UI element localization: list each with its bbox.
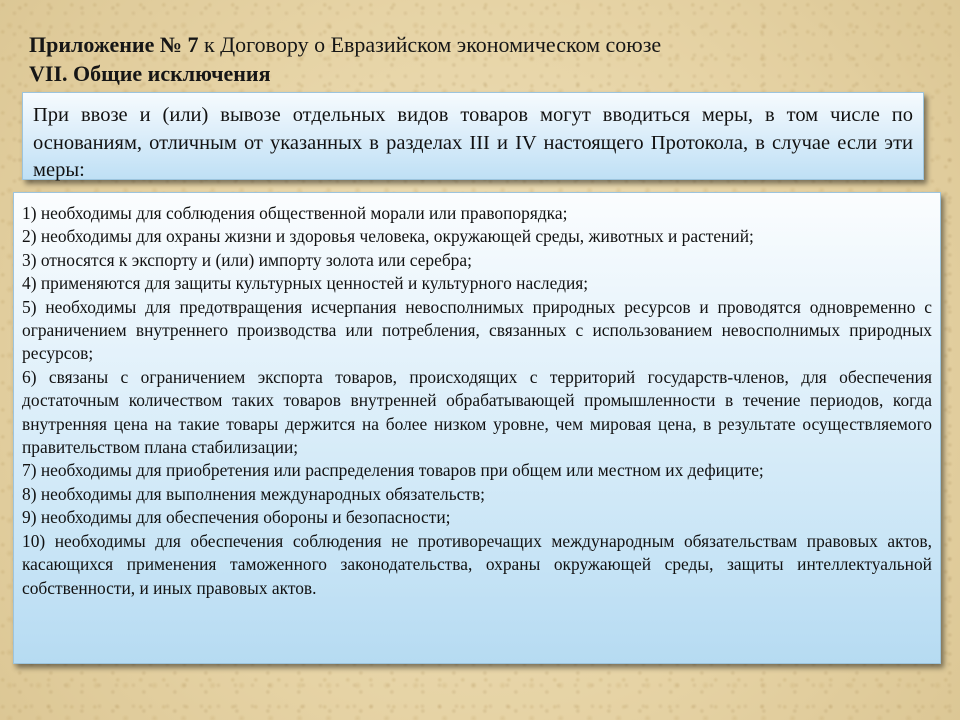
- section-title-text: VII. Общие исключения: [29, 61, 271, 86]
- list-item: 10) необходимы для обеспечения соблюдения не противоречащих международным обязательствам правовых актов, касающихся применения таможенного законодательства, охраны окружающей среды, защиты интеллектуальной собственности, и иных правовых актов.: [22, 530, 932, 598]
- annex-number: Приложение № 7: [29, 32, 199, 57]
- list-item: 8) необходимы для выполнения международных обязательств;: [22, 483, 485, 504]
- intro-box: [22, 92, 924, 180]
- exceptions-list-box: [13, 192, 941, 664]
- list-item: 3) относятся к экспорту и (или) импорту золота или серебра;: [22, 249, 472, 270]
- list-item: 9) необходимы для обеспечения обороны и безопасности;: [22, 507, 451, 528]
- list-item: 5) необходимы для предотвращения исчерпания невосполнимых природных ресурсов и проводятся одновременно с ограничением внутреннего производства или потребления, связанных с использованием невосполнимых природных ресурсов;: [22, 296, 932, 364]
- slide-heading: [29, 30, 929, 88]
- list-item: 4) применяются для защиты культурных ценностей и культурного наследия;: [22, 273, 589, 294]
- annex-subject: к Договору о Евразийском экономическом союзе: [198, 32, 662, 57]
- slide-title: [29, 30, 929, 59]
- list-item: 6) связаны с ограничением экспорта товаров, происходящих с территорий государств-членов, для обеспечения достаточным количеством таких товаров внутренней обрабатывающей промышленности в течение периодов, когда внутренняя цена на такие товары держится на более низком уровне, чем мировая цена, в результате осуществляемого правительством плана стабилизации;: [22, 366, 932, 458]
- list-item: 7) необходимы для приобретения или распределения товаров при общем или местном их дефиците;: [22, 460, 764, 481]
- intro-text: При ввозе и (или) вывозе отдельных видов товаров могут вводиться меры, в том числе по основаниям, отличным от указанных в разделах III и IV настоящего Протокола, в случае если эти меры:: [33, 104, 913, 181]
- section-title: [29, 59, 929, 88]
- list-item: 2) необходимы для охраны жизни и здоровья человека, окружающей среды, животных и растений;: [22, 226, 754, 247]
- exceptions-list: [22, 202, 932, 600]
- list-item: 1) необходимы для соблюдения общественной морали или правопорядка;: [22, 203, 568, 223]
